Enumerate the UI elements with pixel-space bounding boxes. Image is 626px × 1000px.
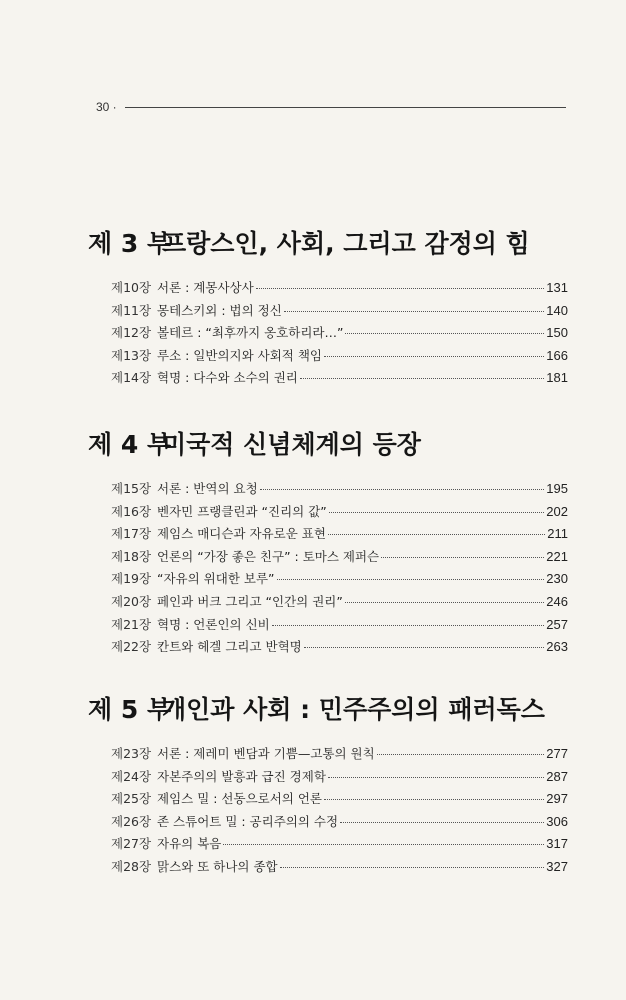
chapter-page: 211 — [547, 526, 568, 542]
chapter-title: 혁명 : 언론인의 신비 — [157, 616, 270, 632]
part-number: 제 3 부 — [88, 229, 172, 258]
dot-leader — [304, 647, 545, 648]
chapter-title: 볼테르 : “최후까지 옹호하리라…” — [157, 325, 344, 341]
chapter-number: 제18장 — [111, 548, 152, 564]
chapter-title: 자유의 복음 — [157, 836, 222, 852]
dot-leader — [381, 557, 544, 558]
part-heading — [88, 425, 568, 459]
chapter-page: 306 — [546, 813, 568, 829]
chapter-page: 195 — [546, 481, 568, 496]
chapter-number: 제15장 — [111, 481, 152, 496]
chapter-entry — [88, 323, 568, 346]
part-title: 미국적 신념체계의 등장 — [162, 430, 421, 459]
chapter-entry — [88, 278, 568, 301]
chapter-entry — [88, 592, 568, 615]
chapter-entry — [88, 744, 568, 767]
chapter-page: 221 — [546, 548, 568, 564]
chapter-page: 181 — [546, 370, 568, 386]
dot-leader — [324, 799, 544, 800]
dot-leader — [345, 333, 544, 334]
chapter-title: 벤자민 프랭클린과 “진리의 값” — [157, 503, 327, 519]
dot-leader — [324, 356, 544, 357]
chapter-title: 혁명 : 다수와 소수의 권리 — [157, 370, 298, 386]
dot-leader — [300, 378, 544, 379]
chapter-entry — [88, 524, 568, 547]
chapter-title: 서론 : 반역의 요청 — [157, 481, 258, 496]
part-4 — [88, 425, 568, 660]
chapter-page: 246 — [546, 593, 568, 609]
chapter-title: 존 스튜어트 밀 : 공리주의의 수정 — [157, 813, 339, 829]
chapter-page: 230 — [546, 571, 568, 587]
header-rule — [125, 107, 566, 108]
chapter-page: 287 — [546, 768, 568, 784]
chapter-number: 제10장 — [111, 280, 152, 295]
chapter-list — [88, 479, 568, 660]
part-3 — [88, 224, 568, 391]
chapter-number: 제17장 — [111, 526, 152, 542]
dot-leader — [284, 311, 544, 312]
part-5 — [88, 690, 568, 880]
dot-leader — [345, 602, 544, 603]
chapter-number: 제12장 — [111, 325, 152, 341]
chapter-number: 제24장 — [111, 768, 152, 784]
chapter-page: 202 — [546, 503, 568, 519]
chapter-entry — [88, 547, 568, 570]
dot-leader — [328, 534, 545, 535]
chapter-number: 제20장 — [111, 593, 152, 609]
chapter-number: 제13장 — [111, 347, 152, 363]
part-title: 프랑스인, 사회, 그리고 감정의 힘 — [162, 229, 530, 258]
page-header — [96, 99, 566, 115]
dot-leader — [272, 625, 545, 626]
part-heading — [88, 690, 568, 724]
page-number: 30 · — [96, 100, 117, 114]
chapter-number: 제19장 — [111, 571, 152, 587]
dot-leader — [223, 844, 544, 845]
dot-leader — [340, 822, 544, 823]
chapter-page: 327 — [546, 858, 568, 874]
chapter-title: 자본주의의 발흥과 급진 경제학 — [157, 768, 326, 784]
chapter-page: 166 — [546, 347, 568, 363]
chapter-list — [88, 278, 568, 391]
chapter-number: 제22장 — [111, 639, 152, 655]
chapter-title: 서론 : 계몽사상사 — [157, 280, 254, 295]
chapter-title: 서론 : 제레미 벤담과 기쁨—고통의 원칙 — [157, 746, 375, 761]
chapter-number: 제16장 — [111, 503, 152, 519]
dot-leader — [256, 288, 545, 289]
chapter-number: 제25장 — [111, 791, 152, 807]
chapter-number: 제21장 — [111, 616, 152, 632]
part-heading — [88, 224, 568, 258]
dot-leader — [328, 777, 544, 778]
chapter-page: 150 — [546, 325, 568, 341]
chapter-number: 제28장 — [111, 858, 152, 874]
chapter-entry — [88, 368, 568, 391]
part-number: 제 5 부 — [88, 695, 172, 724]
chapter-entry — [88, 479, 568, 502]
chapter-page: 131 — [546, 280, 568, 295]
chapter-entry — [88, 346, 568, 369]
chapter-page: 277 — [546, 746, 568, 761]
chapter-page: 317 — [546, 836, 568, 852]
chapter-title: 제임스 매디슨과 자유로운 표현 — [157, 526, 326, 542]
part-title: 개인과 사회 : 민주주의의 패러독스 — [162, 695, 545, 724]
chapter-entry — [88, 789, 568, 812]
chapter-number: 제14장 — [111, 370, 152, 386]
chapter-entry — [88, 834, 568, 857]
chapter-title: 루소 : 일반의지와 사회적 책임 — [157, 347, 323, 363]
dot-leader — [260, 489, 545, 490]
chapter-number: 제26장 — [111, 813, 152, 829]
dot-leader — [329, 512, 545, 513]
chapter-entry — [88, 569, 568, 592]
chapter-page: 257 — [546, 616, 568, 632]
chapter-title: 맑스와 또 하나의 종합 — [157, 858, 278, 874]
chapter-entry — [88, 301, 568, 324]
chapter-entry — [88, 767, 568, 790]
chapter-list — [88, 744, 568, 880]
chapter-title: 언론의 “가장 좋은 친구” : 토마스 제퍼슨 — [157, 548, 380, 564]
dot-leader — [277, 579, 545, 580]
chapter-page: 140 — [546, 302, 568, 318]
chapter-title: 몽테스키외 : 법의 정신 — [157, 302, 282, 318]
chapter-title: 칸트와 헤겔 그리고 반혁명 — [157, 639, 302, 655]
chapter-page: 263 — [546, 639, 568, 655]
chapter-entry — [88, 637, 568, 660]
chapter-title: 페인과 버크 그리고 “인간의 권리” — [157, 593, 343, 609]
chapter-title: “자유의 위대한 보루” — [157, 571, 275, 587]
chapter-entry — [88, 502, 568, 525]
chapter-number: 제11장 — [111, 302, 152, 318]
chapter-page: 297 — [546, 791, 568, 807]
chapter-number: 제27장 — [111, 836, 152, 852]
dot-leader — [377, 754, 545, 755]
chapter-entry — [88, 812, 568, 835]
chapter-number: 제23장 — [111, 746, 152, 761]
part-number: 제 4 부 — [88, 430, 172, 459]
dot-leader — [280, 867, 545, 868]
chapter-title: 제임스 밀 : 선동으로서의 언론 — [157, 791, 323, 807]
chapter-entry — [88, 857, 568, 880]
chapter-entry — [88, 615, 568, 638]
